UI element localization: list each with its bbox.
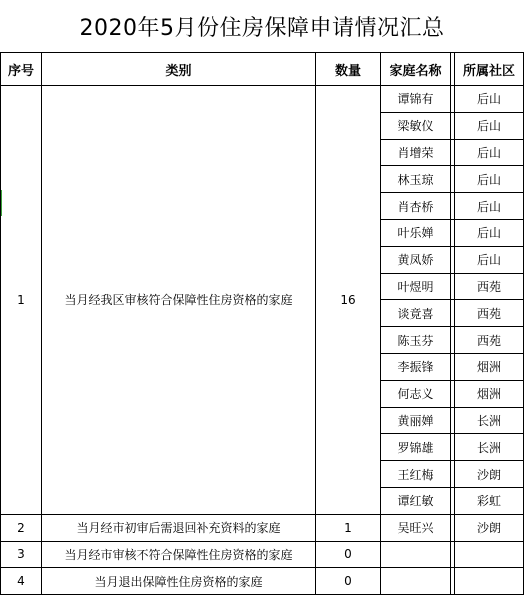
cell-category[interactable]: 当月经市初审后需退回补充资料的家庭 [42, 514, 316, 541]
cell-seq[interactable]: 3 [1, 541, 42, 568]
cell-family-name[interactable]: 谭红敏 [381, 487, 451, 514]
cell-family-name[interactable]: 吴旺兴 [381, 514, 451, 541]
cell-family-name[interactable]: 肖增荣 [381, 139, 451, 166]
cell-family-name[interactable]: 陈玉芬 [381, 327, 451, 354]
cell-community[interactable]: 西苑 [455, 327, 524, 354]
cell-count[interactable]: 1 [316, 514, 381, 541]
cell-family-name[interactable]: 林玉琼 [381, 166, 451, 193]
cell-family-name[interactable]: 何志义 [381, 380, 451, 407]
cell-family-name[interactable]: 叶煜明 [381, 273, 451, 300]
cell-family-name[interactable]: 罗锦雄 [381, 434, 451, 461]
cell-family-name[interactable]: 叶乐婵 [381, 219, 451, 246]
cell-family-name[interactable]: 梁敏仪 [381, 112, 451, 139]
cell-community[interactable]: 后山 [455, 246, 524, 273]
cell-community[interactable]: 长洲 [455, 434, 524, 461]
cell-community[interactable]: 后山 [455, 139, 524, 166]
cell-community[interactable]: 后山 [455, 193, 524, 220]
cell-seq[interactable]: 4 [1, 568, 42, 595]
cell-community[interactable]: 彩虹 [455, 487, 524, 514]
header-count[interactable]: 数量 [316, 53, 381, 86]
cell-community[interactable]: 西苑 [455, 273, 524, 300]
cell-community[interactable] [455, 568, 524, 595]
table-row [1, 86, 524, 113]
cell-family-name[interactable]: 王红梅 [381, 461, 451, 488]
cell-count[interactable]: 0 [316, 568, 381, 595]
cell-community[interactable]: 烟洲 [455, 380, 524, 407]
table-body [1, 53, 524, 595]
cell-community[interactable]: 烟洲 [455, 353, 524, 380]
cell-seq[interactable]: 2 [1, 514, 42, 541]
cell-community[interactable]: 后山 [455, 166, 524, 193]
cell-count[interactable]: 0 [316, 541, 381, 568]
cell-seq[interactable]: 1 [1, 86, 42, 515]
summary-table [0, 52, 524, 595]
cell-community[interactable]: 后山 [455, 112, 524, 139]
header-family[interactable]: 家庭名称 [381, 53, 451, 86]
cell-community[interactable]: 沙朗 [455, 514, 524, 541]
cell-family-name[interactable]: 谭锦有 [381, 86, 451, 113]
header-category[interactable]: 类别 [42, 53, 316, 86]
header-row [1, 53, 524, 86]
cell-count[interactable]: 16 [316, 86, 381, 515]
cell-community[interactable] [455, 541, 524, 568]
cell-community[interactable]: 后山 [455, 219, 524, 246]
cell-community[interactable]: 西苑 [455, 300, 524, 327]
table-row [1, 541, 524, 568]
cell-family-name[interactable]: 黄丽婵 [381, 407, 451, 434]
cell-family-name[interactable] [381, 568, 451, 595]
cell-family-name[interactable]: 黄凤娇 [381, 246, 451, 273]
header-seq[interactable]: 序号 [1, 53, 42, 86]
cell-family-name[interactable]: 肖杏桥 [381, 193, 451, 220]
cell-community[interactable]: 长洲 [455, 407, 524, 434]
cell-family-name[interactable]: 谈竟喜 [381, 300, 451, 327]
page-title: 2020年5月份住房保障申请情况汇总 [79, 15, 445, 41]
cell-category[interactable]: 当月经我区审核符合保障性住房资格的家庭 [42, 86, 316, 515]
cell-community[interactable]: 沙朗 [455, 461, 524, 488]
header-community[interactable]: 所属社区 [455, 53, 524, 86]
cell-family-name[interactable] [381, 541, 451, 568]
table-row [1, 514, 524, 541]
table-row [1, 568, 524, 595]
cell-community[interactable]: 后山 [455, 86, 524, 113]
cell-category[interactable]: 当月退出保障性住房资格的家庭 [42, 568, 316, 595]
cell-category[interactable]: 当月经市审核不符合保障性住房资格的家庭 [42, 541, 316, 568]
cell-family-name[interactable]: 李振锋 [381, 353, 451, 380]
